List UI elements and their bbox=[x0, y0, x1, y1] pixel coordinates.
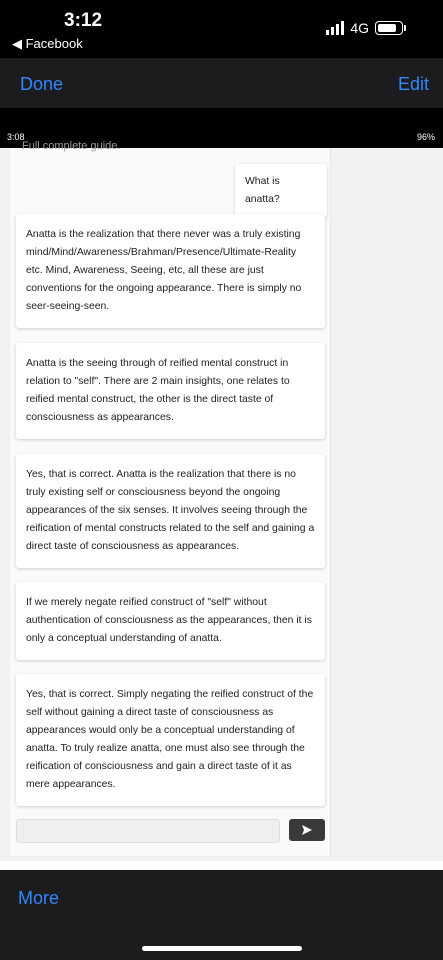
more-button[interactable]: More bbox=[18, 888, 60, 908]
edit-button[interactable]: Edit bbox=[397, 74, 429, 94]
done-button[interactable]: Done bbox=[20, 74, 64, 94]
message-input[interactable] bbox=[16, 819, 280, 843]
divider bbox=[0, 861, 443, 870]
photo-content bbox=[0, 108, 443, 870]
user-message: If we merely negate reified construct of "self" without authentication of consciousness as the appearances, then it is only a conceptual understanding of anatta. bbox=[16, 582, 325, 660]
bottom-bar bbox=[0, 870, 443, 960]
network-type: 4G bbox=[350, 20, 369, 36]
partial-message: Full complete guide. bbox=[22, 140, 121, 152]
home-indicator[interactable] bbox=[142, 946, 302, 951]
user-message: What is anatta? bbox=[235, 164, 327, 218]
send-icon bbox=[301, 825, 313, 835]
assistant-message: Anatta is the realization that there never was a truly existing mind/Mind/Awareness/Brahman/Presence/Ultimate-Reality etc. Mind, Awareness, Seeing, etc, all these are just conventions for the ongoing appearance. There is simply no seer-seeing-seen. bbox=[16, 214, 325, 328]
back-to-facebook-link[interactable]: ◀ Facebook bbox=[12, 36, 83, 51]
assistant-message: Yes, that is correct. Simply negating the reified construct of the self without gaining a direct taste of consciousness as appearances would only be a conceptual understanding of anatta. To truly realize anatta, one must also see through the reification of consciousness and gain a direct taste of it as mere appearances. bbox=[16, 674, 325, 806]
chat-panel bbox=[10, 140, 331, 856]
signal-icon bbox=[326, 21, 344, 35]
chat-screen bbox=[0, 140, 443, 861]
screenshot-time: 3:08 bbox=[7, 132, 25, 142]
screenshot-battery: 96% bbox=[416, 132, 435, 142]
user-message: Anatta is the seeing through of reified mental construct in relation to "self". There are 2 main insights, one relates to reified mental construct, the other is the direct taste of consciousness as appearances. bbox=[16, 343, 325, 439]
top-nav-bar bbox=[0, 58, 443, 108]
status-time: 3:12 bbox=[64, 10, 103, 31]
battery-icon bbox=[375, 21, 403, 35]
send-button[interactable] bbox=[289, 819, 325, 841]
status-bar bbox=[0, 0, 443, 58]
assistant-message: Yes, that is correct. Anatta is the realization that there is no truly existing self or consciousness beyond the ongoing appearances of the six senses. It involves seeing through the reification of mental constructs related to the self and gaining a direct taste of consciousness as appearances. bbox=[16, 454, 325, 568]
status-indicators bbox=[326, 20, 403, 36]
